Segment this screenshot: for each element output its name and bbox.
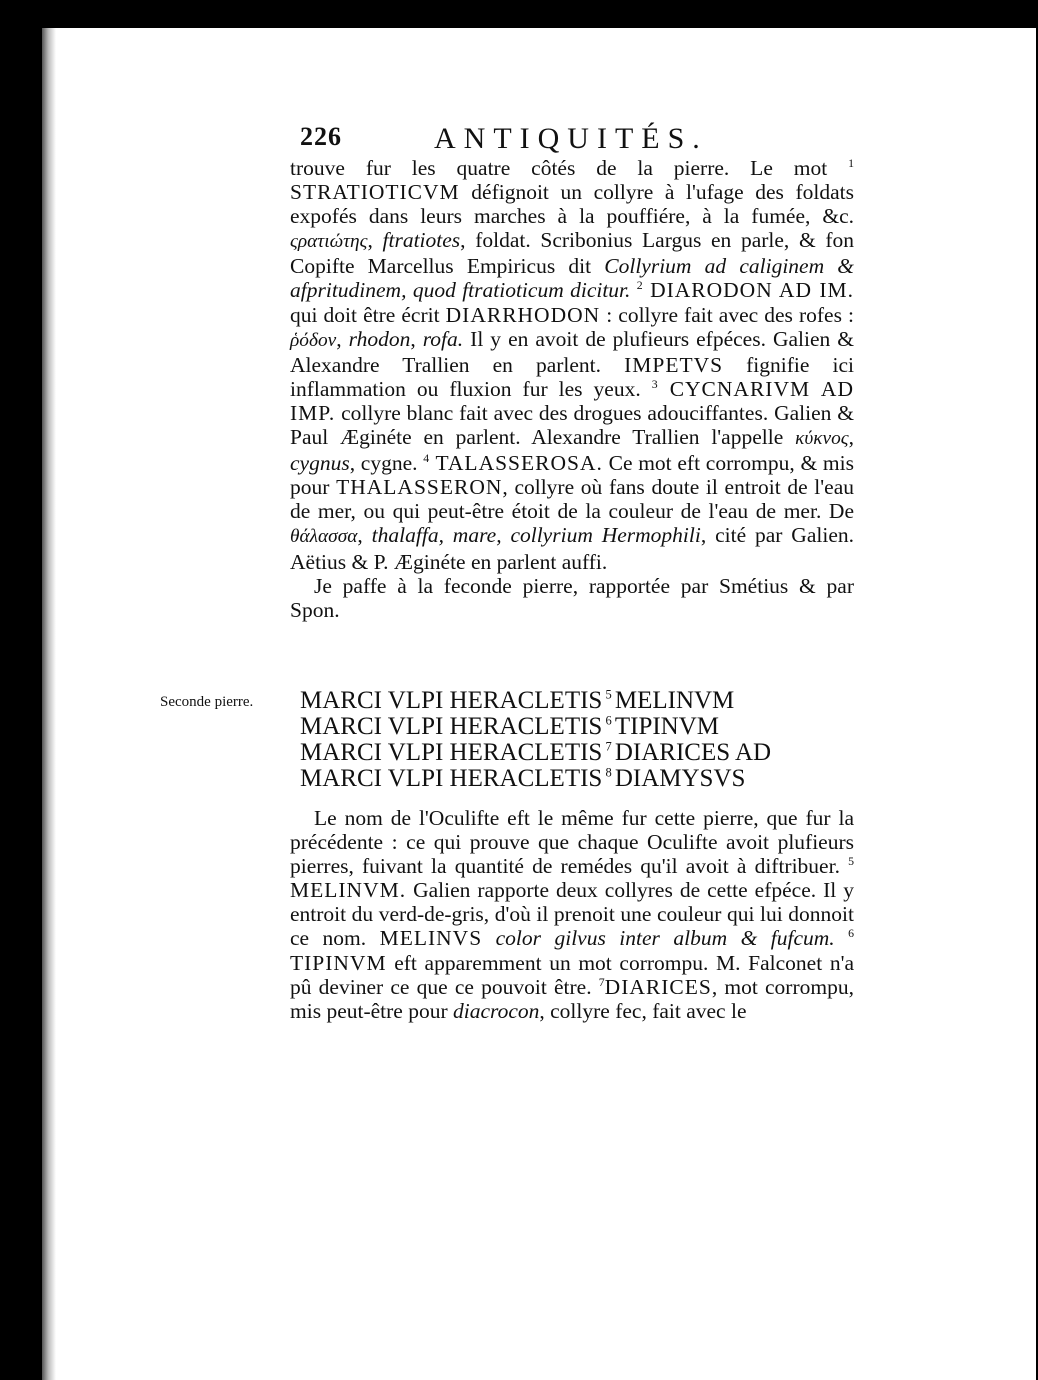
body-text-top [290, 156, 854, 622]
oculist-name: MARCI VLPI HERACLETIS [300, 713, 603, 740]
footnote-marker: 6 [602, 713, 615, 728]
footnote-marker: 7 [602, 739, 615, 754]
italic-text: cygnus [290, 451, 350, 476]
inscription-line [300, 714, 860, 740]
small-caps-term: TALASSEROSA. [429, 451, 603, 476]
text-run: , collyre fec, fait avec le [539, 998, 747, 1023]
italic-text: thalaffa, mare, collyrium Hermophili [371, 523, 701, 548]
italic-text: color gilvus inter album & fufcum. [495, 926, 835, 951]
running-title: ANTIQUITÉS. [434, 122, 708, 155]
text-run [482, 926, 495, 950]
small-caps-term: CYCNARIVM AD IMP. [290, 376, 854, 425]
small-caps-term: DIARODON AD IM. [642, 278, 854, 303]
text-run: , mot corrompu, mis peut-être pour [290, 974, 854, 1023]
text-run: , cygne. [349, 451, 424, 476]
text-run: eft apparemment un mot corrompu. M. Falconet n'a pû deviner ce que ce pouvoit être. [290, 950, 854, 999]
collyrium-name: MELINVM [614, 687, 735, 714]
collyrium-name: TIPINVM [614, 713, 720, 740]
text-run: trouve fur les quatre côtés de la pierre. Le mot [290, 156, 849, 180]
italic-text: diacrocon [453, 998, 540, 1023]
text-run: qui doit être écrit [290, 302, 446, 327]
small-caps-term: TIPINVM [290, 950, 387, 975]
inscription-block [300, 688, 860, 792]
oculist-name: MARCI VLPI HERACLETIS [300, 765, 603, 792]
small-caps-term: STRATIOTICVM [290, 180, 460, 205]
footnote-marker: 4 [423, 450, 430, 465]
greek-word: κύκνος [795, 428, 849, 450]
text-run: Galien rapporte deux collyres de cette efpéce. Il y entroit du verd-de-gris, d'où il prenoit une couleur qui lui donnoit ce nom. [290, 878, 854, 951]
small-caps-term: THALASSERON [336, 475, 503, 500]
text-run: , cité par Galien. Aëtius & P. Æginéte en parlent auffi. [290, 523, 854, 574]
small-caps-term: IMPETVS [624, 352, 724, 377]
inscription-line [300, 688, 860, 714]
text-run: , foldat. Scribonius Largus en parle, & fon Copifte Marcellus Empiricus dit [290, 228, 854, 279]
footnote-marker: 2 [636, 278, 643, 293]
text-run: collyre blanc fait avec des drogues adouciffantes. Galien & Paul Æginéte en parlent. Alexandre Trallien l'appelle [290, 400, 854, 450]
text-run: fignifie ici inflammation ou fluxion fur les yeux. [290, 352, 854, 401]
paragraph [290, 806, 854, 1023]
greek-word: ςρατιώτης [290, 231, 368, 253]
binding-gutter [42, 28, 56, 1380]
text-run [835, 926, 848, 950]
small-caps-term: MELINVS [379, 926, 483, 951]
text-run: défignoit un collyre à l'ufage des foldats expofés dans leurs marches à la pouffiére, à la fumée, &c. [290, 180, 854, 229]
oculist-name: MARCI VLPI HERACLETIS [300, 687, 603, 714]
footnote-marker: 1 [848, 155, 854, 170]
text-run: Il y en avoit de plufieurs efpéces. Galien & Alexandre Trallien en parlent. [290, 326, 854, 377]
footnote-marker: 8 [602, 765, 615, 780]
inscription-line [300, 740, 860, 766]
italic-text: Collyrium ad caliginem & afpritudinem, quod ftratioticum dicitur. [290, 254, 855, 303]
greek-word: ῥόδον [290, 329, 337, 351]
footnote-marker: 5 [602, 687, 615, 702]
body-text-bottom [290, 806, 854, 1023]
greek-word: θάλασσα [290, 526, 358, 548]
text-run: , [357, 523, 372, 548]
inscription-line [300, 766, 860, 792]
small-caps-term: DIARICES [604, 974, 712, 999]
footnote-marker: 3 [651, 376, 658, 391]
text-run: Le nom de l'Oculifte eft le même fur cette pierre, que fur la précédente : ce qui prouve que chaque Oculifte avoit plufieurs pierres, fuivant la quantité de remédes qu'il avoit à diftribuer. [290, 806, 854, 879]
small-caps-term: MELINVM. [290, 878, 407, 903]
footnote-marker: 5 [848, 854, 854, 869]
italic-text: rofa. [422, 326, 464, 351]
footnote-marker: 7 [598, 974, 605, 989]
oculist-name: MARCI VLPI HERACLETIS [300, 739, 603, 766]
text-run: , collyre où fans doute il entroit de l'eau de mer, ou qui peut-être étoit de la couleur de l'eau de mer. De [290, 475, 854, 524]
text-run: , [367, 228, 383, 253]
collyrium-name: DIARICES AD [614, 739, 772, 766]
footnote-marker: 6 [848, 926, 855, 941]
text-run: Ce mot eft corrompu, & mis pour [290, 451, 854, 500]
italic-text: ftratiotes [382, 228, 461, 253]
paragraph [290, 156, 854, 574]
italic-text: rhodon [348, 326, 411, 351]
text-run: , [410, 326, 423, 351]
text-run: : collyre fait avec des rofes : [600, 302, 854, 327]
text-run: , [848, 425, 854, 450]
paragraph [290, 574, 854, 622]
collyrium-name: DIAMYSVS [614, 765, 746, 792]
margin-note: Seconde pierre. [160, 694, 254, 710]
small-caps-term: DIARRHODON [445, 302, 601, 327]
text-run: , [336, 326, 349, 351]
text-run: Je paffe à la feconde pierre, rapportée par Smétius & par Spon. [290, 573, 854, 622]
page-number: 226 [300, 122, 342, 151]
